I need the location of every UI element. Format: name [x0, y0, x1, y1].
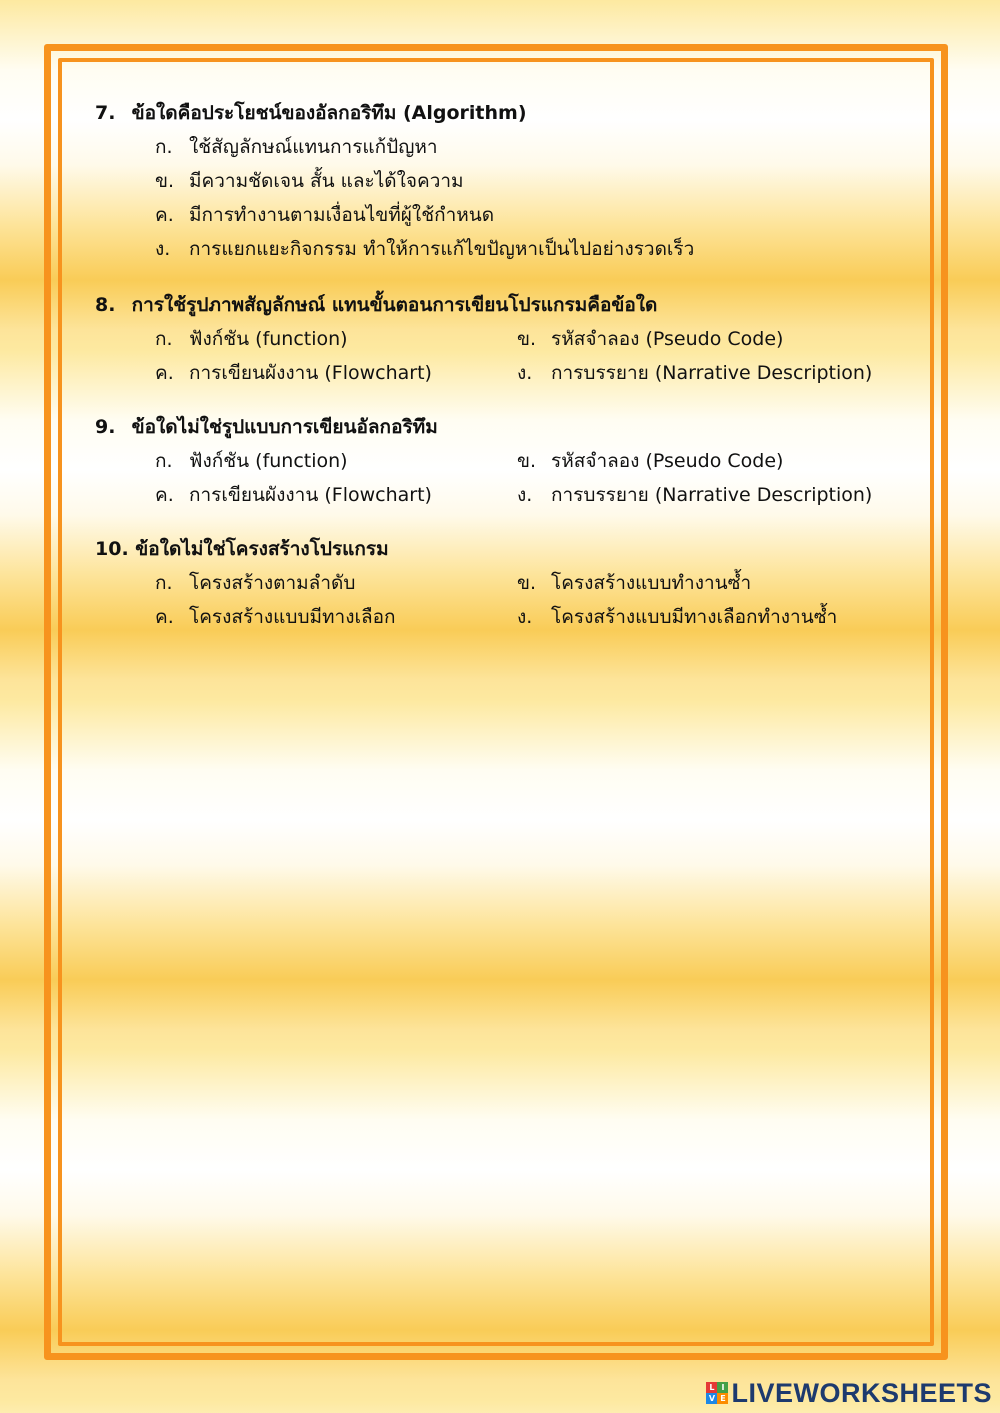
question-text: ข้อใดไม่ใช่โครงสร้างโปรแกรม — [135, 538, 389, 560]
option-c[interactable] — [155, 358, 432, 388]
option-a[interactable] — [155, 446, 348, 476]
question-title — [95, 290, 935, 320]
option-letter: ก. — [155, 136, 173, 158]
option-letter: ค. — [155, 204, 174, 226]
liveworksheets-logo[interactable] — [706, 1379, 992, 1407]
option-letter: ง. — [517, 606, 533, 628]
option-b[interactable] — [155, 166, 464, 196]
option-text: โครงสร้างแบบมีทางเลือกทำงานซ้ำ — [551, 606, 838, 628]
question-8 — [95, 290, 935, 394]
badge-letter: I — [717, 1382, 728, 1393]
option-a[interactable] — [155, 324, 348, 354]
question-title — [95, 534, 935, 564]
logo-badge-icon — [706, 1382, 728, 1404]
option-letter: ก. — [155, 328, 173, 350]
logo-text: LIVEWORKSHEETS — [731, 1377, 992, 1408]
option-text: มีความชัดเจน สั้น และได้ใจความ — [189, 170, 464, 192]
option-text: รหัสจำลอง (Pseudo Code) — [551, 450, 784, 472]
option-letter: ข. — [517, 328, 537, 350]
option-text: รหัสจำลอง (Pseudo Code) — [551, 328, 784, 350]
option-text: ใช้สัญลักษณ์แทนการแก้ปัญหา — [189, 136, 438, 158]
badge-letter: L — [706, 1382, 717, 1393]
option-letter: ข. — [517, 572, 537, 594]
option-letter: ก. — [155, 450, 173, 472]
option-letter: ง. — [155, 238, 171, 260]
option-letter: ค. — [155, 484, 174, 506]
option-d[interactable] — [517, 602, 837, 632]
question-9 — [95, 412, 935, 516]
option-d[interactable] — [517, 480, 872, 510]
option-text: ฟังก์ชัน (function) — [189, 328, 348, 350]
question-text: ข้อใดคือประโยชน์ของอัลกอริทึม (Algorithm) — [131, 102, 527, 124]
question-title — [95, 412, 935, 442]
option-letter: ง. — [517, 362, 533, 384]
question-number: 7. — [95, 102, 116, 124]
option-text: โครงสร้างตามลำดับ — [189, 572, 356, 594]
option-b[interactable] — [517, 568, 751, 598]
question-text: การใช้รูปภาพสัญลักษณ์ แทนขั้นตอนการเขียนโปรแกรมคือข้อใด — [131, 294, 658, 316]
option-c[interactable] — [155, 602, 396, 632]
option-a[interactable] — [155, 568, 355, 598]
option-c[interactable] — [155, 200, 494, 230]
option-text: การบรรยาย (Narrative Description) — [551, 484, 873, 506]
question-title — [95, 98, 935, 128]
question-text: ข้อใดไม่ใช่รูปแบบการเขียนอัลกอริทึม — [131, 416, 438, 438]
question-number: 10. — [95, 538, 129, 560]
option-letter: ก. — [155, 572, 173, 594]
question-number: 8. — [95, 294, 116, 316]
option-text: การแยกแยะกิจกรรม ทำให้การแก้ไขปัญหาเป็นไปอย่างรวดเร็ว — [189, 238, 695, 260]
option-b[interactable] — [517, 446, 783, 476]
option-text: โครงสร้างแบบทำงานซ้ำ — [551, 572, 752, 594]
option-d[interactable] — [155, 234, 694, 264]
option-text: การบรรยาย (Narrative Description) — [551, 362, 873, 384]
option-d[interactable] — [517, 358, 872, 388]
option-text: โครงสร้างแบบมีทางเลือก — [189, 606, 396, 628]
question-number: 9. — [95, 416, 116, 438]
badge-letter: V — [706, 1393, 717, 1404]
badge-letter: E — [717, 1393, 728, 1404]
option-a[interactable] — [155, 132, 438, 162]
option-text: การเขียนผังงาน (Flowchart) — [189, 362, 432, 384]
option-letter: ค. — [155, 606, 174, 628]
question-7 — [95, 98, 935, 268]
option-text: มีการทำงานตามเงื่อนไขที่ผู้ใช้กำหนด — [189, 204, 495, 226]
option-text: การเขียนผังงาน (Flowchart) — [189, 484, 432, 506]
option-letter: ค. — [155, 362, 174, 384]
option-b[interactable] — [517, 324, 783, 354]
option-text: ฟังก์ชัน (function) — [189, 450, 348, 472]
option-letter: ข. — [517, 450, 537, 472]
option-letter: ข. — [155, 170, 175, 192]
question-10 — [95, 534, 935, 638]
option-letter: ง. — [517, 484, 533, 506]
option-c[interactable] — [155, 480, 432, 510]
